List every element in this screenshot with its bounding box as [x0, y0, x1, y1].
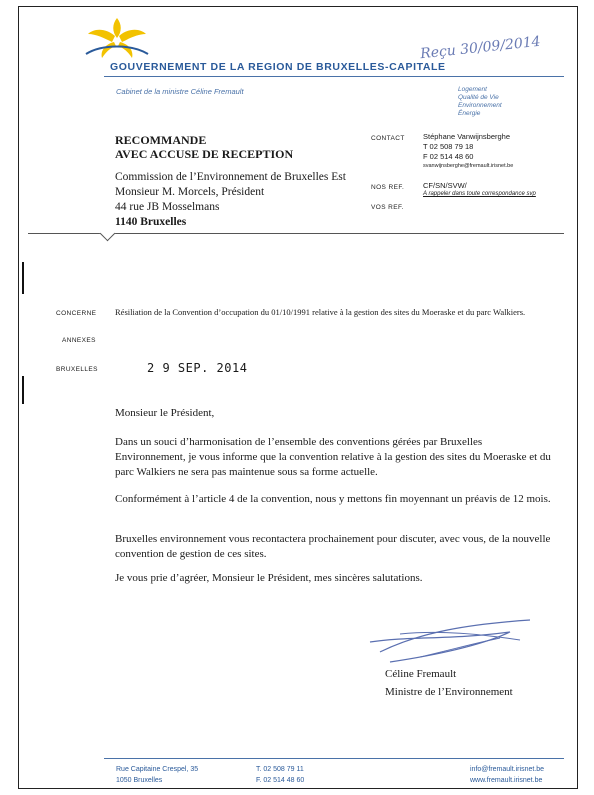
acknowledgement-line: AVEC ACCUSE DE RECEPTION	[115, 147, 294, 161]
contact-email: svanwijnsberghe@fremault.irisnet.be	[423, 163, 514, 169]
footer-email: info@fremault.irisnet.be	[470, 766, 545, 773]
footer-city: 1050 Bruxelles	[116, 777, 163, 784]
government-title: GOUVERNEMENT DE LA REGION DE BRUXELLES-CAPITALE	[110, 61, 446, 73]
address-line: Monsieur M. Morcels, Président	[115, 186, 265, 198]
footer-rule	[104, 758, 564, 759]
portfolio-item: Environnement	[458, 102, 502, 109]
address-city: 1140 Bruxelles	[115, 216, 187, 228]
footer-website: www.fremault.irisnet.be	[470, 777, 543, 784]
portfolio-item: Qualité de Vie	[458, 94, 499, 101]
margin-mark	[22, 376, 24, 404]
closing-line: Je vous prie d’agréer, Monsieur le Président, mes sincères salutations.	[115, 572, 423, 584]
portfolio-item: Logement	[458, 86, 487, 93]
nos-ref-value: CF/SN/SVW/	[423, 181, 467, 190]
date-stamp: 2 9 SEP. 2014	[147, 361, 248, 375]
contact-phone: T 02 508 79 18	[423, 142, 474, 151]
vos-ref-label: VOS REF.	[371, 204, 404, 211]
contact-fax: F 02 514 48 60	[423, 152, 474, 161]
body-paragraph: Dans un souci d’harmonisation de l’ensemble des conventions gérées par Bruxelles Environnement, je vous informe que la convention relative à la gestion des sites du Moeraske et du parc Walkiers ne sera pas maintenue sous sa forme actuelle.	[115, 436, 551, 478]
footer-street: Rue Capitaine Crespel, 35	[116, 766, 199, 773]
concerne-label: CONCERNE	[56, 310, 97, 317]
salutation: Monsieur le Président,	[115, 407, 215, 419]
registered-mail-line: RECOMMANDE	[115, 133, 207, 147]
footer-phone: T. 02 508 79 11	[256, 766, 304, 773]
place-label: BRUXELLES	[56, 366, 98, 373]
body-paragraph: Conformément à l’article 4 de la convention, nous y mettons fin moyennant un préavis de 12 mois.	[115, 493, 551, 505]
concerne-text: Résiliation de la Convention d’occupation du 01/10/1991 relative à la gestion des sites du Moeraske et du parc Walkiers.	[115, 307, 526, 317]
annexes-label: ANNEXES	[62, 337, 96, 344]
iris-logo-icon	[82, 14, 152, 62]
cabinet-line: Cabinet de la ministre Céline Fremault	[116, 87, 244, 96]
contact-name: Stéphane Vanwijnsberghe	[423, 132, 511, 141]
signatory-name: Céline Fremault	[385, 668, 457, 680]
header-rule	[104, 76, 564, 77]
contact-label: CONTACT	[371, 135, 405, 142]
body-paragraph: Bruxelles environnement vous recontactera prochainement pour discuter, avec vous, de la nouvelle convention de gestion de ces sites.	[115, 533, 551, 560]
nos-ref-label: NOS REF.	[371, 184, 405, 191]
handwritten-signature	[360, 612, 540, 672]
margin-mark	[22, 262, 24, 294]
footer-fax: F. 02 514 48 60	[256, 777, 305, 784]
received-stamp-handwritten: Reçu 30/09/2014	[419, 33, 542, 63]
address-line: 44 rue JB Mosselmans	[115, 201, 220, 213]
portfolio-item: Énergie	[458, 110, 481, 117]
nos-ref-note: A rappeler dans toute correspondance svp	[423, 191, 536, 197]
address-line: Commission de l’Environnement de Bruxelles Est	[115, 171, 346, 183]
signatory-title: Ministre de l’Environnement	[385, 686, 513, 698]
